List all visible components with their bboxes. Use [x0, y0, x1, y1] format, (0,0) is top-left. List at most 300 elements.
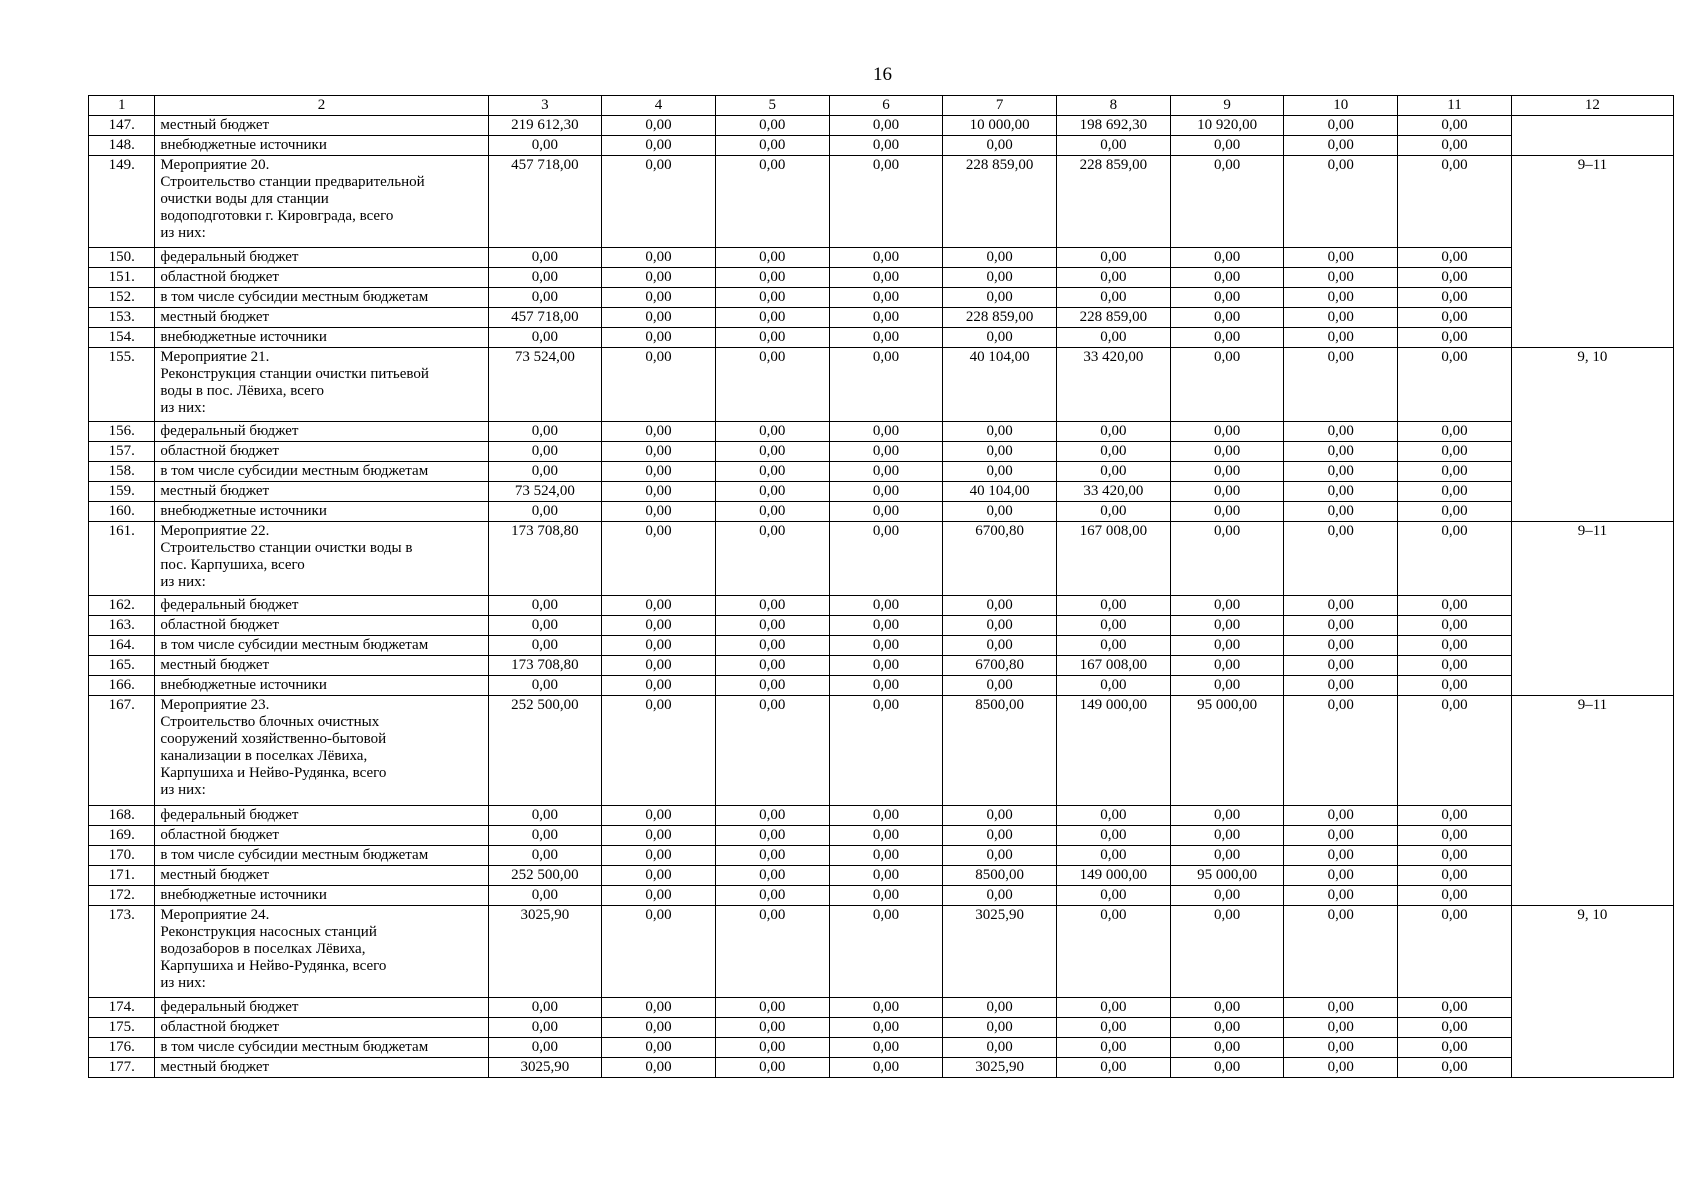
value-cell: 0,00 — [715, 846, 829, 866]
row-number: 167. — [89, 696, 155, 806]
row-name: областной бюджет — [155, 826, 488, 846]
value-cell: 0,00 — [943, 268, 1057, 288]
value-cell: 0,00 — [1170, 636, 1284, 656]
row-name: областной бюджет — [155, 268, 488, 288]
table-row — [89, 156, 1674, 248]
value-cell: 0,00 — [1057, 616, 1171, 636]
value-cell: 0,00 — [1057, 136, 1171, 156]
value-cell: 3025,90 — [488, 1058, 602, 1078]
value-cell: 0,00 — [1398, 248, 1512, 268]
table-row — [89, 1058, 1674, 1078]
table-row — [89, 442, 1674, 462]
value-cell: 0,00 — [1284, 422, 1398, 442]
header-cell: 9 — [1170, 96, 1284, 116]
row-name: местный бюджет — [155, 116, 488, 136]
value-cell: 0,00 — [1398, 462, 1512, 482]
row-name: местный бюджет — [155, 308, 488, 328]
value-cell: 0,00 — [1284, 522, 1398, 596]
row-number: 153. — [89, 308, 155, 328]
table-row — [89, 422, 1674, 442]
row-number: 161. — [89, 522, 155, 596]
value-cell: 0,00 — [1284, 156, 1398, 248]
header-cell: 6 — [829, 96, 943, 116]
value-cell: 0,00 — [943, 616, 1057, 636]
row-number: 154. — [89, 328, 155, 348]
row-number: 163. — [89, 616, 155, 636]
table-row — [89, 906, 1674, 998]
value-cell: 0,00 — [488, 616, 602, 636]
value-cell: 0,00 — [715, 288, 829, 308]
value-cell: 167 008,00 — [1057, 522, 1171, 596]
value-cell: 0,00 — [602, 1018, 716, 1038]
row-name: местный бюджет — [155, 482, 488, 502]
value-cell: 173 708,80 — [488, 656, 602, 676]
value-cell: 0,00 — [715, 462, 829, 482]
value-cell: 0,00 — [602, 136, 716, 156]
value-cell: 95 000,00 — [1170, 696, 1284, 806]
value-cell: 0,00 — [1284, 482, 1398, 502]
value-cell: 0,00 — [1398, 348, 1512, 422]
value-cell: 0,00 — [943, 596, 1057, 616]
value-cell: 0,00 — [602, 116, 716, 136]
table-row — [89, 866, 1674, 886]
value-cell: 228 859,00 — [943, 308, 1057, 328]
value-cell: 0,00 — [1284, 906, 1398, 998]
value-cell: 0,00 — [829, 1058, 943, 1078]
value-cell: 0,00 — [1284, 348, 1398, 422]
value-cell: 0,00 — [943, 636, 1057, 656]
value-cell: 0,00 — [1057, 596, 1171, 616]
value-cell: 0,00 — [1398, 696, 1512, 806]
row-name: внебюджетные источники — [155, 136, 488, 156]
value-cell: 0,00 — [1284, 502, 1398, 522]
value-cell: 0,00 — [602, 616, 716, 636]
row-number: 162. — [89, 596, 155, 616]
value-cell: 0,00 — [715, 886, 829, 906]
value-cell: 0,00 — [1170, 998, 1284, 1018]
value-cell: 0,00 — [488, 136, 602, 156]
value-cell: 0,00 — [829, 596, 943, 616]
table-row — [89, 116, 1674, 136]
value-cell: 0,00 — [1057, 502, 1171, 522]
value-cell: 0,00 — [1398, 116, 1512, 136]
header-cell: 7 — [943, 96, 1057, 116]
row-name: федеральный бюджет — [155, 998, 488, 1018]
value-cell: 0,00 — [1170, 422, 1284, 442]
row-number: 176. — [89, 1038, 155, 1058]
value-cell: 0,00 — [829, 422, 943, 442]
value-cell: 0,00 — [1170, 596, 1284, 616]
value-cell: 0,00 — [715, 1038, 829, 1058]
row-number: 174. — [89, 998, 155, 1018]
value-cell: 0,00 — [488, 826, 602, 846]
table-row — [89, 348, 1674, 422]
target-indicator-cell: 9–11 — [1511, 156, 1673, 348]
row-name: внебюджетные источники — [155, 676, 488, 696]
value-cell: 0,00 — [602, 248, 716, 268]
value-cell: 0,00 — [1170, 156, 1284, 248]
row-number: 165. — [89, 656, 155, 676]
value-cell: 198 692,30 — [1057, 116, 1171, 136]
value-cell: 0,00 — [1170, 1038, 1284, 1058]
value-cell: 0,00 — [602, 886, 716, 906]
value-cell: 0,00 — [602, 806, 716, 826]
row-name: местный бюджет — [155, 656, 488, 676]
value-cell: 0,00 — [1284, 288, 1398, 308]
value-cell: 0,00 — [829, 328, 943, 348]
value-cell: 0,00 — [829, 636, 943, 656]
value-cell: 0,00 — [602, 328, 716, 348]
value-cell: 0,00 — [602, 906, 716, 998]
value-cell: 252 500,00 — [488, 866, 602, 886]
value-cell: 0,00 — [829, 866, 943, 886]
value-cell: 0,00 — [602, 268, 716, 288]
row-number: 151. — [89, 268, 155, 288]
value-cell: 0,00 — [1284, 886, 1398, 906]
table-body — [89, 96, 1674, 1078]
value-cell: 0,00 — [829, 116, 943, 136]
value-cell: 0,00 — [715, 596, 829, 616]
value-cell: 0,00 — [943, 998, 1057, 1018]
value-cell: 0,00 — [1057, 806, 1171, 826]
value-cell: 0,00 — [1398, 596, 1512, 616]
target-indicator-cell — [1511, 116, 1673, 156]
value-cell: 0,00 — [1170, 248, 1284, 268]
value-cell: 0,00 — [943, 422, 1057, 442]
row-name: федеральный бюджет — [155, 248, 488, 268]
value-cell: 0,00 — [1170, 826, 1284, 846]
value-cell: 0,00 — [715, 656, 829, 676]
value-cell: 0,00 — [829, 136, 943, 156]
value-cell: 0,00 — [488, 676, 602, 696]
value-cell: 0,00 — [1170, 308, 1284, 328]
row-number: 169. — [89, 826, 155, 846]
row-number: 148. — [89, 136, 155, 156]
value-cell: 0,00 — [715, 636, 829, 656]
value-cell: 0,00 — [943, 886, 1057, 906]
value-cell: 0,00 — [1398, 502, 1512, 522]
table-row — [89, 1038, 1674, 1058]
value-cell: 0,00 — [829, 1018, 943, 1038]
value-cell: 0,00 — [829, 886, 943, 906]
row-name: федеральный бюджет — [155, 806, 488, 826]
value-cell: 3025,90 — [943, 1058, 1057, 1078]
row-number: 170. — [89, 846, 155, 866]
value-cell: 0,00 — [829, 906, 943, 998]
header-cell: 5 — [715, 96, 829, 116]
value-cell: 0,00 — [715, 136, 829, 156]
value-cell: 0,00 — [1284, 1058, 1398, 1078]
value-cell: 0,00 — [943, 248, 1057, 268]
value-cell: 0,00 — [1398, 636, 1512, 656]
value-cell: 0,00 — [1398, 268, 1512, 288]
value-cell: 0,00 — [1398, 866, 1512, 886]
value-cell: 0,00 — [715, 826, 829, 846]
value-cell: 0,00 — [1170, 522, 1284, 596]
value-cell: 0,00 — [829, 656, 943, 676]
value-cell: 0,00 — [488, 328, 602, 348]
value-cell: 0,00 — [1170, 328, 1284, 348]
row-name: внебюджетные источники — [155, 328, 488, 348]
row-name: Мероприятие 23. Строительство блочных очистных сооружений хозяйственно-бытовой канализации в поселках Лёвиха, Карпушиха и Нейво-Рудянка, всего из них: — [155, 696, 488, 806]
value-cell: 0,00 — [1057, 462, 1171, 482]
value-cell: 0,00 — [1398, 676, 1512, 696]
value-cell: 3025,90 — [943, 906, 1057, 998]
value-cell: 0,00 — [1398, 906, 1512, 998]
value-cell: 0,00 — [1170, 616, 1284, 636]
table-row — [89, 656, 1674, 676]
value-cell: 0,00 — [1284, 676, 1398, 696]
value-cell: 0,00 — [602, 462, 716, 482]
value-cell: 0,00 — [488, 886, 602, 906]
row-name: областной бюджет — [155, 442, 488, 462]
value-cell: 0,00 — [715, 116, 829, 136]
row-number: 166. — [89, 676, 155, 696]
value-cell: 0,00 — [602, 348, 716, 422]
value-cell: 0,00 — [1398, 846, 1512, 866]
table-row — [89, 886, 1674, 906]
value-cell: 0,00 — [488, 502, 602, 522]
value-cell: 0,00 — [943, 288, 1057, 308]
table-row — [89, 636, 1674, 656]
value-cell: 0,00 — [715, 156, 829, 248]
table-row — [89, 462, 1674, 482]
value-cell: 0,00 — [1398, 136, 1512, 156]
value-cell: 0,00 — [488, 636, 602, 656]
value-cell: 0,00 — [829, 616, 943, 636]
table-row — [89, 288, 1674, 308]
value-cell: 40 104,00 — [943, 482, 1057, 502]
value-cell: 0,00 — [602, 846, 716, 866]
value-cell: 0,00 — [1057, 422, 1171, 442]
header-cell: 11 — [1398, 96, 1512, 116]
value-cell: 0,00 — [1057, 1058, 1171, 1078]
value-cell: 167 008,00 — [1057, 656, 1171, 676]
table-row — [89, 676, 1674, 696]
value-cell: 0,00 — [943, 1018, 1057, 1038]
value-cell: 0,00 — [1057, 328, 1171, 348]
value-cell: 0,00 — [1284, 806, 1398, 826]
header-cell: 2 — [155, 96, 488, 116]
value-cell: 0,00 — [1170, 482, 1284, 502]
value-cell: 0,00 — [715, 866, 829, 886]
value-cell: 0,00 — [1057, 676, 1171, 696]
value-cell: 0,00 — [1057, 886, 1171, 906]
value-cell: 0,00 — [1398, 288, 1512, 308]
value-cell: 6700,80 — [943, 656, 1057, 676]
value-cell: 0,00 — [829, 998, 943, 1018]
value-cell: 0,00 — [715, 696, 829, 806]
value-cell: 149 000,00 — [1057, 866, 1171, 886]
value-cell: 149 000,00 — [1057, 696, 1171, 806]
value-cell: 0,00 — [715, 422, 829, 442]
value-cell: 0,00 — [943, 826, 1057, 846]
row-name: Мероприятие 22. Строительство станции очистки воды в пос. Карпушиха, всего из них: — [155, 522, 488, 596]
value-cell: 0,00 — [602, 1058, 716, 1078]
value-cell: 0,00 — [1398, 482, 1512, 502]
row-name: областной бюджет — [155, 1018, 488, 1038]
value-cell: 0,00 — [1284, 696, 1398, 806]
value-cell: 228 859,00 — [1057, 308, 1171, 328]
value-cell: 0,00 — [829, 308, 943, 328]
value-cell: 0,00 — [1170, 1058, 1284, 1078]
value-cell: 0,00 — [829, 248, 943, 268]
row-number: 164. — [89, 636, 155, 656]
row-number: 156. — [89, 422, 155, 442]
row-name: в том числе субсидии местным бюджетам — [155, 636, 488, 656]
value-cell: 0,00 — [488, 846, 602, 866]
value-cell: 0,00 — [488, 268, 602, 288]
value-cell: 0,00 — [1170, 846, 1284, 866]
value-cell: 0,00 — [943, 136, 1057, 156]
table-row — [89, 268, 1674, 288]
value-cell: 0,00 — [715, 522, 829, 596]
value-cell: 0,00 — [488, 1038, 602, 1058]
table-row — [89, 482, 1674, 502]
value-cell: 0,00 — [1284, 328, 1398, 348]
row-number: 159. — [89, 482, 155, 502]
value-cell: 10 000,00 — [943, 116, 1057, 136]
value-cell: 0,00 — [1170, 136, 1284, 156]
value-cell: 0,00 — [488, 596, 602, 616]
value-cell: 0,00 — [715, 248, 829, 268]
value-cell: 33 420,00 — [1057, 482, 1171, 502]
value-cell: 0,00 — [1284, 248, 1398, 268]
row-name: федеральный бюджет — [155, 596, 488, 616]
row-number: 175. — [89, 1018, 155, 1038]
value-cell: 0,00 — [715, 268, 829, 288]
value-cell: 0,00 — [1398, 1018, 1512, 1038]
row-number: 157. — [89, 442, 155, 462]
value-cell: 0,00 — [602, 288, 716, 308]
value-cell: 457 718,00 — [488, 156, 602, 248]
value-cell: 0,00 — [1284, 846, 1398, 866]
header-cell: 12 — [1511, 96, 1673, 116]
value-cell: 0,00 — [1170, 906, 1284, 998]
value-cell: 0,00 — [1170, 268, 1284, 288]
value-cell: 0,00 — [715, 998, 829, 1018]
value-cell: 0,00 — [488, 1018, 602, 1038]
value-cell: 0,00 — [602, 482, 716, 502]
row-name: в том числе субсидии местным бюджетам — [155, 288, 488, 308]
value-cell: 0,00 — [488, 288, 602, 308]
table-row — [89, 846, 1674, 866]
row-number: 147. — [89, 116, 155, 136]
value-cell: 0,00 — [1057, 288, 1171, 308]
target-indicator-cell: 9–11 — [1511, 696, 1673, 906]
value-cell: 0,00 — [829, 502, 943, 522]
value-cell: 0,00 — [829, 288, 943, 308]
value-cell: 0,00 — [1284, 998, 1398, 1018]
value-cell: 0,00 — [943, 1038, 1057, 1058]
value-cell: 0,00 — [715, 676, 829, 696]
value-cell: 0,00 — [1170, 442, 1284, 462]
value-cell: 0,00 — [1170, 676, 1284, 696]
value-cell: 0,00 — [829, 156, 943, 248]
table-row — [89, 596, 1674, 616]
value-cell: 0,00 — [1398, 1038, 1512, 1058]
value-cell: 0,00 — [1284, 1018, 1398, 1038]
value-cell: 40 104,00 — [943, 348, 1057, 422]
value-cell: 0,00 — [943, 806, 1057, 826]
value-cell: 0,00 — [1170, 348, 1284, 422]
value-cell: 0,00 — [1398, 1058, 1512, 1078]
row-name: местный бюджет — [155, 866, 488, 886]
value-cell: 0,00 — [1057, 998, 1171, 1018]
value-cell: 0,00 — [1398, 328, 1512, 348]
value-cell: 0,00 — [715, 442, 829, 462]
value-cell: 0,00 — [1398, 886, 1512, 906]
value-cell: 0,00 — [829, 1038, 943, 1058]
value-cell: 0,00 — [602, 522, 716, 596]
row-name: Мероприятие 24. Реконструкция насосных станций водозаборов в поселках Лёвиха, Карпушиха и Нейво-Рудянка, всего из них: — [155, 906, 488, 998]
value-cell: 0,00 — [829, 268, 943, 288]
value-cell: 0,00 — [1057, 826, 1171, 846]
value-cell: 0,00 — [943, 328, 1057, 348]
value-cell: 0,00 — [1057, 268, 1171, 288]
value-cell: 0,00 — [829, 462, 943, 482]
value-cell: 0,00 — [602, 636, 716, 656]
target-indicator-cell: 9–11 — [1511, 522, 1673, 696]
value-cell: 0,00 — [1284, 1038, 1398, 1058]
row-number: 150. — [89, 248, 155, 268]
value-cell: 0,00 — [715, 806, 829, 826]
value-cell: 0,00 — [1170, 886, 1284, 906]
value-cell: 0,00 — [1057, 442, 1171, 462]
row-number: 160. — [89, 502, 155, 522]
value-cell: 228 859,00 — [1057, 156, 1171, 248]
value-cell: 0,00 — [1284, 462, 1398, 482]
value-cell: 0,00 — [1284, 308, 1398, 328]
value-cell: 33 420,00 — [1057, 348, 1171, 422]
row-name: областной бюджет — [155, 616, 488, 636]
row-number: 152. — [89, 288, 155, 308]
row-number: 177. — [89, 1058, 155, 1078]
value-cell: 0,00 — [829, 696, 943, 806]
value-cell: 3025,90 — [488, 906, 602, 998]
value-cell: 0,00 — [1398, 422, 1512, 442]
value-cell: 0,00 — [1170, 462, 1284, 482]
value-cell: 0,00 — [829, 676, 943, 696]
value-cell: 0,00 — [602, 866, 716, 886]
value-cell: 0,00 — [1170, 656, 1284, 676]
value-cell: 0,00 — [829, 826, 943, 846]
value-cell: 0,00 — [1398, 806, 1512, 826]
value-cell: 0,00 — [715, 906, 829, 998]
value-cell: 0,00 — [1284, 268, 1398, 288]
table-row — [89, 502, 1674, 522]
table-row — [89, 308, 1674, 328]
value-cell: 8500,00 — [943, 696, 1057, 806]
table-row — [89, 616, 1674, 636]
value-cell: 0,00 — [1284, 442, 1398, 462]
value-cell: 0,00 — [1170, 806, 1284, 826]
value-cell: 0,00 — [1284, 656, 1398, 676]
value-cell: 0,00 — [1398, 616, 1512, 636]
table-row — [89, 696, 1674, 806]
value-cell: 10 920,00 — [1170, 116, 1284, 136]
value-cell: 0,00 — [1284, 826, 1398, 846]
row-number: 158. — [89, 462, 155, 482]
value-cell: 0,00 — [943, 846, 1057, 866]
value-cell: 0,00 — [1057, 1018, 1171, 1038]
value-cell: 0,00 — [715, 308, 829, 328]
value-cell: 8500,00 — [943, 866, 1057, 886]
row-number: 149. — [89, 156, 155, 248]
row-name: Мероприятие 21. Реконструкция станции очистки питьевой воды в пос. Лёвиха, всего из них: — [155, 348, 488, 422]
table-row — [89, 248, 1674, 268]
value-cell: 0,00 — [1284, 636, 1398, 656]
